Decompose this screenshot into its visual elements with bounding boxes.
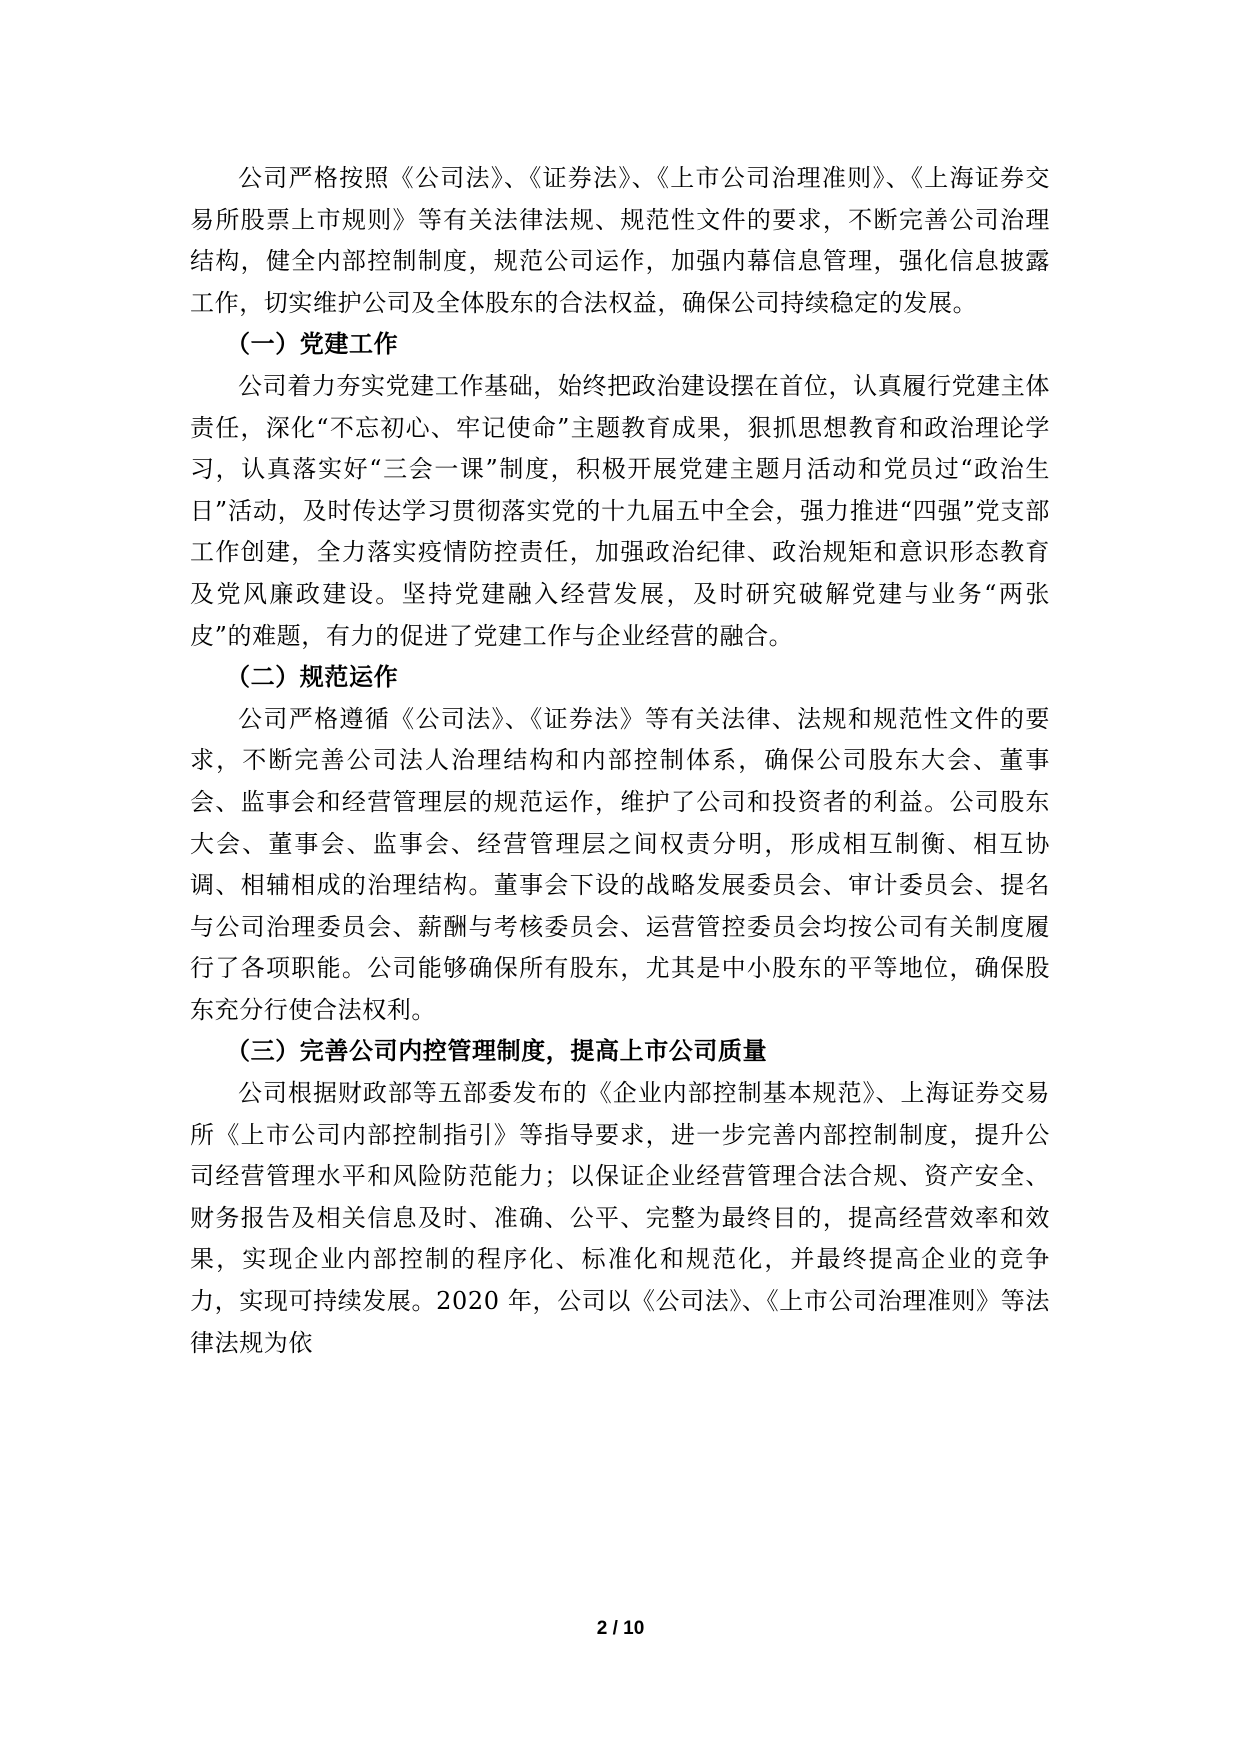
section-heading-standard-operation: （二）规范运作 — [226, 663, 399, 692]
standard-operation-paragraph: 公司严格遵循《公司法》、《证券法》等有关法律、法规和规范性文件的要求，不断完善公司法人治理结构和内部控制体系，确保公司股东大会、董事会、监事会和经营管理层的规范运作，维护了公司和投资者的利益。公司股东大会、董事会、监事会、经营管理层之间权责分明，形成相互制衡、相互协调、相辅相成的治理结构。董事会下设的战略发展委员会、审计委员会、提名与公司治理委员会、薪酬与考核委员会、运营管控委员会均按公司有关制度履行了各项职能。公司能够确保所有股东，尤其是中小股东的平等地位，确保股东充分行使合法权利。 — [190, 704, 1050, 1024]
party-building-paragraph: 公司着力夯实党建工作基础，始终把政治建设摆在首位，认真履行党建主体责任，深化“不忘初心、牢记使命”主题教育成果，狠抓思想教育和政治理论学习，认真落实好“三会一课”制度，积极开展党建主题月活动和党员过“政治生日”活动，及时传达学习贯彻落实党的十九届五中全会，强力推进“四强”党支部工作创建，全力落实疫情防控责任，加强政治纪律、政治规矩和意识形态教育及党风廉政建设。坚持党建融入经营发展，及时研究破解党建与业务“两张皮”的难题，有力的促进了党建工作与企业经营的融合。 — [190, 371, 1050, 650]
page-number: 2 / 10 — [596, 1618, 645, 1639]
document-body — [190, 158, 1050, 1364]
section-heading-party-building: （一）党建工作 — [226, 330, 399, 359]
section-heading-internal-control: （三）完善公司内控管理制度，提高上市公司质量 — [226, 1037, 768, 1066]
internal-control-paragraph: 公司根据财政部等五部委发布的《企业内部控制基本规范》、上海证券交易所《上市公司内部控制指引》等指导要求，进一步完善内部控制制度，提升公司经营管理水平和风险防范能力；以保证企业经营管理合法合规、资产安全、财务报告及相关信息及时、准确、公平、完整为最终目的，提高经营效率和效果，实现企业内部控制的程序化、标准化和规范化，并最终提高企业的竞争力，实现可持续发展。2020 年，公司以《公司法》、《上市公司治理准则》等法律法规为依 — [190, 1079, 1050, 1357]
intro-paragraph: 公司严格按照《公司法》、《证券法》、《上市公司治理准则》、《上海证券交易所股票上市规则》等有关法律法规、规范性文件的要求，不断完善公司治理结构，健全内部控制制度，规范公司运作，加强内幕信息管理，强化信息披露工作，切实维护公司及全体股东的合法权益，确保公司持续稳定的发展。 — [190, 164, 1050, 317]
